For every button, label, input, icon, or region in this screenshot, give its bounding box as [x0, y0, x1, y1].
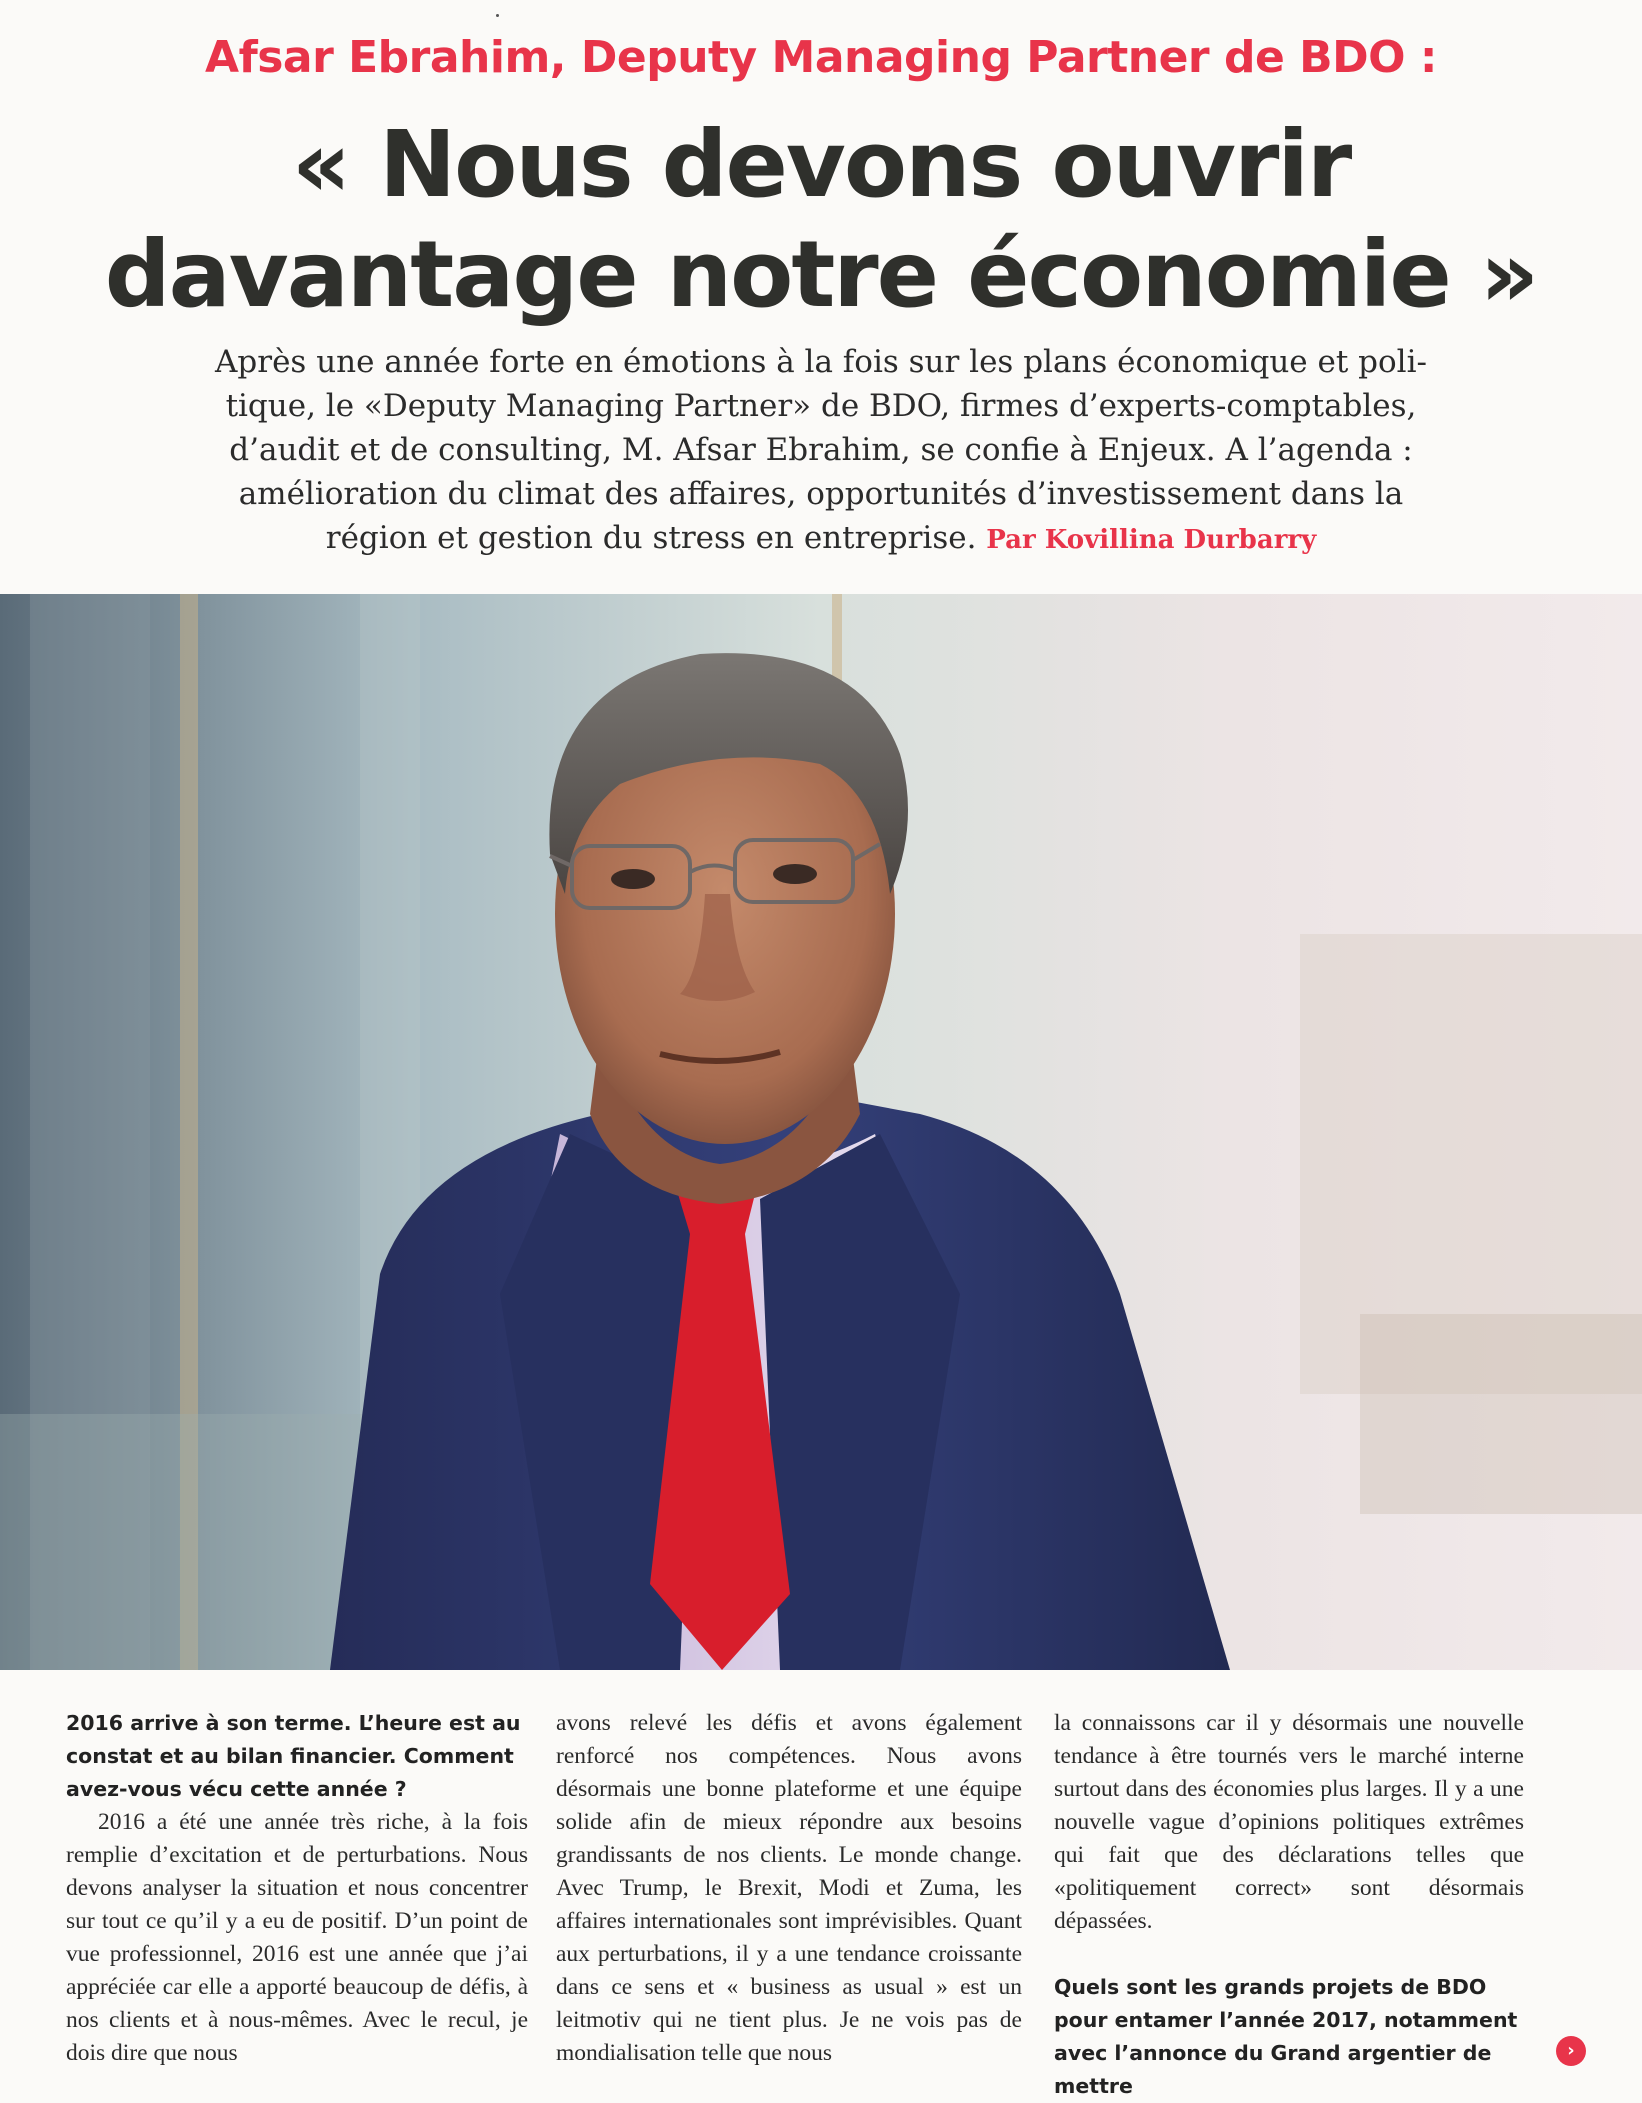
answer-1-end: la connaissons car il y désormais une nouvelle tendance à être tournés vers le marché interne surtout dans des économies plus larges. Il y a une nouvelle vague d’opinions politiques extrêmes qui fait que des déclarations telles que «politiquement correct» sont désormais dépassées. [1054, 1710, 1524, 1934]
headline-line-2: davantage notre économie » [104, 221, 1538, 328]
print-speck [496, 14, 499, 17]
question-2: Quels sont les grands projets de BDO pour entamer l’année 2017, notamment avec l’annonce du Grand argentier de mettre [1054, 1975, 1518, 2098]
headline-line-1: « Nous devons ouvrir [291, 111, 1351, 218]
standfirst-last-text: région et gestion du stress en entreprise. [325, 520, 977, 556]
standfirst [60, 340, 1582, 562]
byline: Par Kovillina Durbarry [986, 525, 1317, 555]
left-eye [611, 869, 655, 889]
continue-arrow-icon[interactable]: › [1556, 2036, 1586, 2066]
bg-desk [1360, 1314, 1642, 1514]
portrait-illustration [0, 594, 1642, 1670]
column-2 [556, 1707, 1022, 2070]
right-eye [773, 864, 817, 884]
column-1 [66, 1707, 528, 2070]
standfirst-line-5 [60, 516, 1582, 562]
headline [40, 110, 1602, 330]
question-1: 2016 arrive à son terme. L’heure est au constat et au bilan financier. Comment avez-vous vécu cette année ? [66, 1711, 521, 1801]
column-3 [1054, 1707, 1524, 2103]
standfirst-line-4: amélioration du climat des affaires, opportunités d’investissement dans la [238, 476, 1404, 512]
answer-1: 2016 a été une année très riche, à la fois remplie d’excitation et de perturbations. Nous devons analyser la situation et nous concentrer sur tout ce qu’il y a eu de positif. D’un point de vue professionnel, 2016 est une année que j’ai appréciée car elle a apporté beaucoup de défis, à nos clients et à nous-mêmes. Avec le recul, je dois dire que nous [66, 1809, 528, 2066]
answer-1-continued: avons relevé les défis et avons également renforcé nos compétences. Nous avons désormais une bonne plateforme et une équipe solide afin de mieux répondre aux besoins grandissants de nos clients. Le monde change. Avec Trump, le Brexit, Modi et Zuma, les affaires internationales sont imprévisibles. Quant aux perturbations, il y a une tendance croissante dans ce sens et « business as usual » est un leitmotiv qui ne tient plus. Je ne vois pas de mondialisation telle que nous [556, 1710, 1022, 2066]
paragraph-gap [1054, 1938, 1524, 1971]
standfirst-line-3: d’audit et de consulting, M. Afsar Ebrahim, se confie à Enjeux. A l’agenda : [229, 432, 1413, 468]
kicker: Afsar Ebrahim, Deputy Managing Partner de BDO : [205, 32, 1437, 83]
standfirst-line-1: Après une année forte en émotions à la fois sur les plans économique et poli- [215, 344, 1427, 380]
standfirst-line-2: tique, le «Deputy Managing Partner» de BDO, firmes d’experts-comptables, [225, 388, 1417, 424]
article-body [0, 1707, 1642, 2098]
portrait-photo [0, 594, 1642, 1670]
